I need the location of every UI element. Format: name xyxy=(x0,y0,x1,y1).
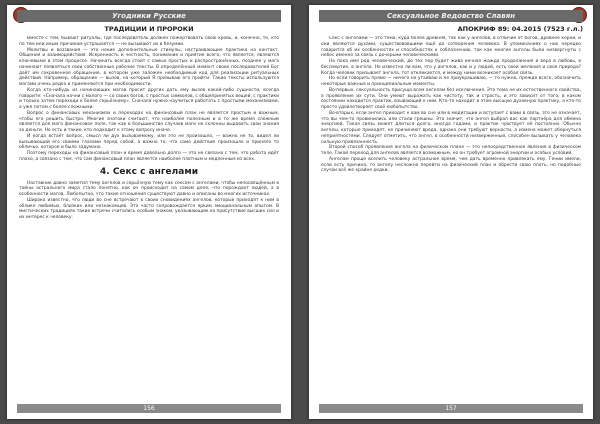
right-running-header: Сексуальное Ведовство Славян xyxy=(319,10,583,22)
paragraph: Во-первых, сексуальность присуща всем ангелам без исключения. Это тема не их естественного свойства, а проявление их сути. Они умеют выражать как чистоту, так и страсть, и это зависит от того, в каком состоянии находится практик, взывающий к ним. Кто-то находит в этом высшую духовную практику, а кто-то просто удовлетворяет своё любопытство. xyxy=(321,87,581,110)
paragraph: И когда встаёт вопрос, смысл ли дух вызываемому, или это не произошло, — важно не то, видел ли вызывающий его своими глазами перед собой, а важно то, что само действие произошло и приняло то обличье, которое и было задумано. xyxy=(19,133,279,151)
paragraph: На пока имя род человеческий, до тех пор будет жива вечная жажда продолжения и вера в любовь, в бессмертие, в ангела. Но известно ли вам, что у ангелов, как и у людей, есть свои желания и своя природа? Когда человек призывает ангела, тот откликается, и между ними возникает особая связь. xyxy=(321,59,581,76)
right-page-body xyxy=(321,36,581,397)
paragraph: Во-вторых, если ангел приходит к вам во сне или в медитации и вступает с вами в связь, это не означает, что вы чем-то провинились или стали грешны. Это значит, что ангел выбрал вас как партнёра для обмена энергией. Такая связь может длиться долго, иногда годами, и практик чувствует её постоянно. Обычно ангелы, которые приходят, не причиняют вреда, однако они требуют верности, а измена может обернуться неприятностями. Следует отметить, что ангел, в особенности низверженный, способен вызывать у человека сильную привязанность. xyxy=(321,110,581,145)
paragraph: Секс с ангелами — это тема, куда более древняя, так как у ангелов, в отличие от богов, древнее корни, и они являются духами, существовавшими ещё до сотворения человека. В упоминаниях о них нередко говорится об их особенностях и способностях к соблазнению, так как многие ангелы были низвергнуты с небес именно за связь с дочерьми человеческими. xyxy=(321,36,581,59)
paragraph: Вместе с тем, бывают ритуалы, где последователь должен пожертвовать свою кровь, и, конечно, те, кто по тем или иным причинам устрашается — не вызывают их в безумии. xyxy=(19,36,279,47)
paragraph: Молитвы и воззвания — это некие дополнительные стимулы, настраивающие практика на контакт. Общения и взаимодействия. Искренность и честность, понимание и приятие всего, что является, являются ключевыми в этом процессе. Начинать всегда стоит с самых простых и распространённых, позднее у мага начинают появляться свои собственные рабочие тексты. В определённый момент своих последователей Бог даёт им сокровенное обращение, в котором уже заложен необходимый код для реализации ритуальных действий. Например, обращение — вызов, на который Я призываю его прийти. Такие тексты используются магами очень редко и применяются при необходимости. xyxy=(19,47,279,87)
paragraph: Поэтому переходы на финансовый план и время довольно долго — это не связано с тем, что работа идёт плохо, а связано с тем, что сам финансовый план является наиболее плотным и медленным из всех. xyxy=(19,151,279,162)
right-chapter-title: АПОКРИФ 89: 04.2015 (7523 г.л.) xyxy=(457,25,583,33)
paragraph: Когда кто-нибудь из начинающих магов просит других дать ему вызов какой-либо сущности, всегда говорите: «Сначала начни с малого — со своих богов, с простых символов, с общепринятых вещей, с практики и только затем переходи к более серьёзному». Сначала нужно научиться работать с простыми механизмами, а уже потом с более сложными. xyxy=(19,87,279,110)
section-title: 4. Секс с ангелами xyxy=(100,166,198,177)
paragraph: Вопрос о финансовых механизмах и переходах на финансовый план не является простым и важным, чтобы его решить быстро. Многие знатоки считают, что наиболее полезным и в то же время сложным является для мага финансовое поле, так как в большинстве случаев маги не склонны выдавать свои знания за деньги. Но есть и такие, кто подходит к этому вопросу иначе. xyxy=(19,110,279,133)
right-page xyxy=(309,5,593,419)
left-running-header: Угодники Русские xyxy=(17,10,281,22)
left-page-number: 156 xyxy=(17,404,281,413)
left-page-body xyxy=(19,36,279,397)
left-chapter-title: ТРАДИЦИИ И ПРОРОКИ xyxy=(104,25,194,33)
right-page-number: 157 xyxy=(319,404,583,413)
left-page xyxy=(7,5,291,419)
paragraph: Второй способ проявления ангела на физическом плане — это непосредственное явление в физическом теле. Такой переход для ангелов является возможным, но он требует огромной энергии и особых условий. xyxy=(321,145,581,156)
paragraph: Но если говорить прямо — ничего не утаиваю и не приукрашиваю, — то нужно, прежде всего, обозначить некоторые важные и принципиальные моменты. xyxy=(321,76,581,87)
paragraph: Ангелам проще вселить человеку астральное время, чем дать временно привлекать ему. Гении имели, если есть причина, то ангелу несложно перейти на физический план и обрести свою плоть, но подобные случаи всё же крайне редки. xyxy=(321,156,581,174)
paragraph: Наставник давно заметил тему ангелов и серьёзную тему как сексом с ангелами, чтобы непосвящённым в тайны астрального мира стало понятно, как он происходит на самом деле, что порождает людей, а в особенности магов. Любопытно, что такие отношения существуют давно и описаны во многих источниках. xyxy=(19,180,279,197)
paragraph: Широко известно, что люди во сне встречают в своих сновидениях ангелов, которые приходят к ним в облике любимых, близких или незнакомцев. Это часто сопровождается ярким эмоциональным опытом. В мистических традициях такие встречи считались особым знаком, указывающим на присутствие высших сил и их интерес к человеку. xyxy=(19,197,279,220)
